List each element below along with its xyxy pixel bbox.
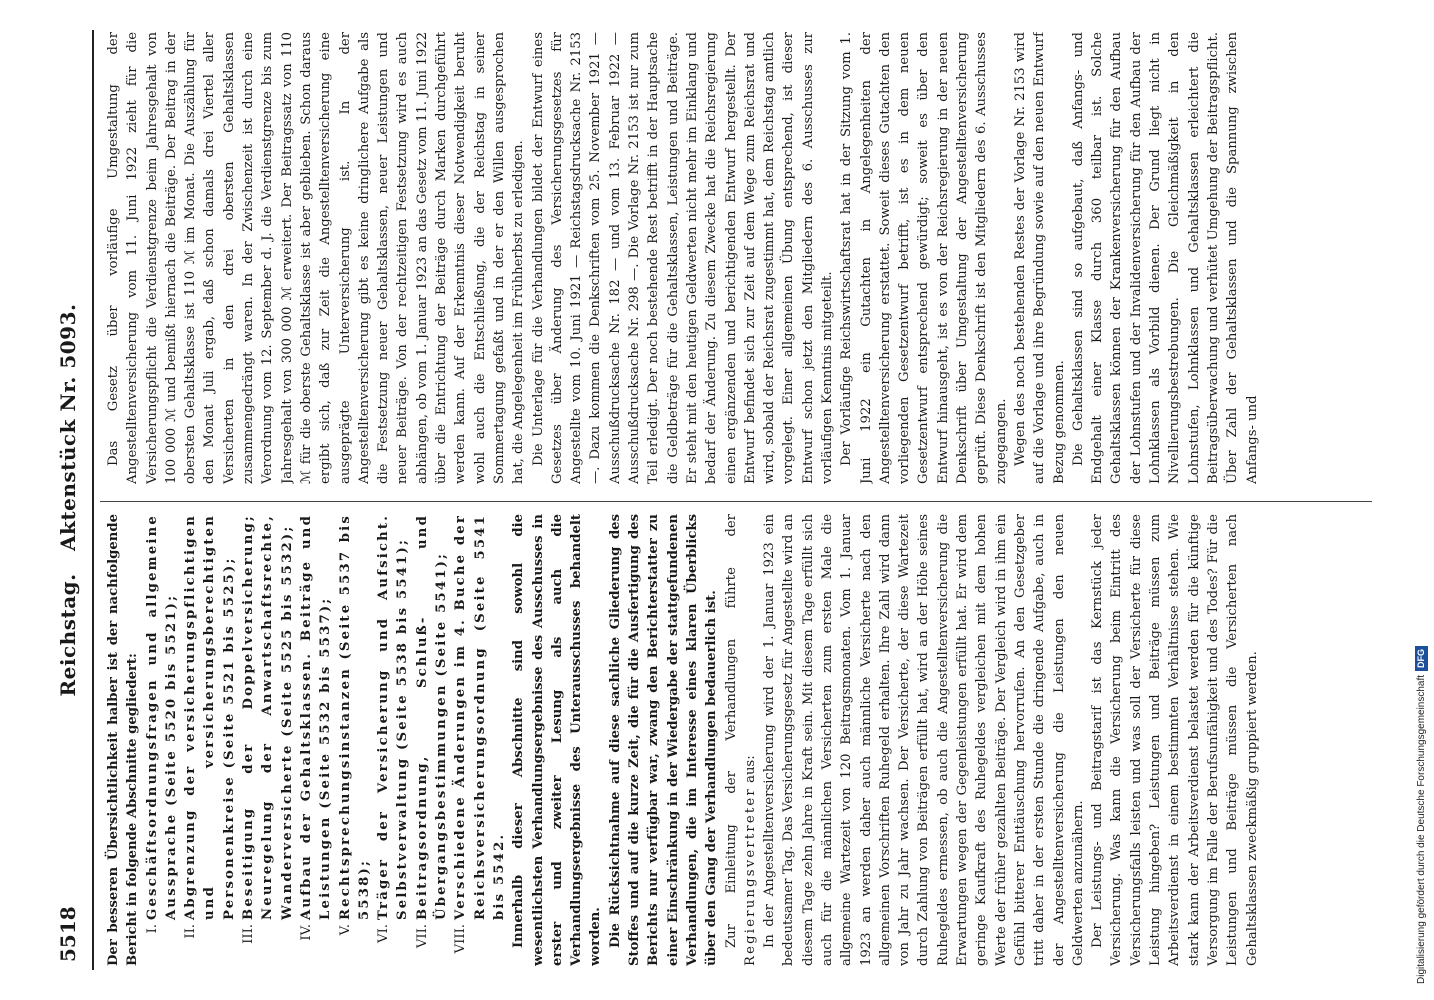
body-paragraph: Das Gesetz über vorläufige Umgestaltung der Angestelltenversicherung vom 11. Juni 1922 zieht für die Versicherungspflicht die Verdienstgrenze beim Jahresgehalt von 100 000 ℳ und bemißt hiernach die Beiträge. Der Beitrag in der obersten Gehaltsklasse ist 110 ℳ im Monat. Die Auszählung für den Monat Juli ergab, daß schon damals drei Viertel aller Versicherten in den drei obersten Gehaltsklassen zusammengedrängt waren. In der Zwischenzeit ist durch eine Verordnung vom 12. September d. J. die Verdienstgrenze bis zum Jahresgehalt von 300 000 ℳ erweitert. Der Beitragssatz von 110 ℳ für die oberste Gehaltsklasse ist aber geblieben. Schon daraus ergibt sich, daß zur Zeit die Angestelltenversicherung eine ausgeprägte Unterversicherung ist. In der Angestelltenversicherung gibt es keine dringlichere Aufgabe als die Festsetzung neuer Gehaltsklassen, neuer Leistungen und neuer Beiträge. Von der rechtzeitigen Festsetzung wird es auch abhängen, ob vom 1. Januar 1923 an das Gesetz vom 11. Juni 1922 über die Entrichtung der Beiträge durch Marken durchgeführt werden kann. Auf der Erkenntnis dieser Notwendigkeit beruht wohl auch die Entschließung, die der Reichstag in seiner Sommertagung gefaßt und in der er den Willen ausgesprochen hat, die Angelegenheit im Frühherbst zu erledigen. [106,32,527,484]
section-item [374,514,413,966]
section-number: VIII. [453,924,469,954]
section-number: II. [183,924,199,939]
section-text: Verschiedene Änderungen im 4. Buche der Reichsversicherungsordnung (Seite 5541 bis 5542. [453,514,507,920]
body-paragraph: Der Leistungs- und Beitragstarif ist das Kernstück jeder Versicherung. Was kann die Versicherung beim Eintritt des Versicherungsfalls leisten und was soll der Versicherte für diese Leistung hingeben? Leistungen und Beiträge müssen zum Arbeitsverdienst in einem bestimmten Verhältnisse stehen. Wie stark kann der Arbeitsverdienst belastet werden für die künftige Versorgung im Falle der Berufsunfähigkeit und des Todes? Für die Leistungen und Beiträge müssen die Versicherten nach Gehaltsklassen zweckmäßig gruppiert werden. [1090,514,1260,966]
section-item [451,514,509,966]
left-column [104,514,1372,966]
body-paragraph [722,514,761,966]
lead-text: Zur Einleitung der Verhandlungen führte der [723,514,739,948]
section-list [143,514,510,966]
body-paragraph: Die Gehaltsklassen sind so aufgebaut, daß Anfangs- und Endgehalt einer Klasse durch 360 teilbar ist. Solche Gehaltsklassen können der Krankenversicherung für den Aufbau der Lohnstufen und der Invalidenversicherung für den Aufbau der Lohnklassen als Vorbild dienen. Der Grund liegt nicht in Nivellierungsbestrebungen. Die Gleichmäßigkeit in den Lohnstufen, Lohnklassen und Gehaltsklassen erleichtert die Beitragsüberwachung und verhütet Umgehung der Beitragspflicht. Über Zahl der Gehaltsklassen und die Spannung zwischen Anfangs- und [1070,32,1260,484]
section-item [297,514,336,966]
section-number: V. [337,924,353,936]
spaced-term: Regierungsvertreter [742,787,758,966]
section-text: Geschäftsordnungsfragen und allgemeine Aussprache (Seite 5520 bis 5521); [144,514,179,920]
body-paragraph: Der Vorläufige Reichswirtschaftsrat hat in der Sitzung vom 1. Juni 1922 ein Gutachten in Angelegenheiten der Angestelltenversicherung erstattet. Soweit dieses Gutachten den vorliegenden Gesetzentwurf betrifft, ist es in dem neuen Gesetzentwurf entsprechend gewürdigt; soweit es über den Entwurf hinausgeht, ist es von der Reichsregierung in der neuen Denkschrift über Umgestaltung der Angestelltenversicherung geprüft. Diese Denkschrift ist den Mitgliedern des 6. Ausschusses zugegangen. [839,32,1009,484]
section-item [239,514,297,966]
digitization-text-wrapper [1412,0,1432,992]
body-paragraph: Die Rücksichtnahme auf diese sachliche Gliederung des Stoffes und auf die kurze Zeit, die für die Ausfertigung des Berichts nur verfügbar war, zwang den Berichterstatter zu einer Einschränkung in der Wiedergabe der stattgefundenen Verhandlungen, die im Interesse eines klaren Überblicks über den Gang der Verhandlungen bedauerlich ist. [607,514,720,966]
page-header [52,0,92,1000]
section-item [336,514,375,966]
section-text: Beitragsordnung, Schluß- und Übergangsbestimmungen (Seite 5541); [414,514,450,920]
digitization-text: Digitalisierung gefördert durch die Deutsche Forschungsgemeinschaft [1416,674,1427,984]
body-paragraph: Die Unterlage für die Verhandlungen bildet der Entwurf eines Gesetzes über Änderung des Versicherungsgesetzes für Angestellte vom 10. Juni 1921 — Reichstagsdrucksache Nr. 2153 —. Dazu kommen die Denkschriften vom 25. November 1921 — Ausschußdrucksache Nr. 182 — und vom 13. Februar 1922 — Ausschußdrucksache Nr. 298 —. Die Vorlage Nr. 2153 ist nur zum Teil erledigt. Der noch bestehende Rest betrifft in der Hauptsache die Geldbeträge für die Gehaltsklassen, Leistungen und Beiträge. Er steht mit den heutigen Geldwerten nicht mehr im Einklang und bedarf der Änderung. Zu diesem Zwecke hat die Reichsregierung einen ergänzenden und berichtigenden Entwurf hergestellt. Der Entwurf befindet sich zur Zeit auf dem Wege zum Reichsrat und wird, sobald der Reichsrat zugestimmt hat, dem Reichstag amtlich vorgelegt. Einer allgemeinen Übung entsprechend, ist dieser Entwurf schon jetzt den Mitgliedern des 6. Ausschusses zur vorläufigen Kenntnis mitgeteilt. [530,32,835,484]
body-paragraph: Innerhalb dieser Abschnitte sind sowohl die wesentlichsten Verhandlungsergebnisse des Ausschusses in erster und zweiter Lesung als auch die Verhandlungsergebnisse des Unterausschusses behandelt worden. [511,514,604,966]
running-title [56,0,80,1000]
intro-paragraph: Der besseren Übersichtlichkeit halber ist der nachfolgende Bericht in folgende Abschnitte gegliedert: [106,514,141,966]
section-number: I. [144,924,160,934]
section-number: IV. [298,924,314,941]
section-number: VI. [376,924,392,943]
document-number: Aktenstück Nr. 5093. [56,303,80,551]
right-column [104,32,1372,484]
publication-title: Reichstag. [56,573,80,697]
body-paragraph: In der Angestelltenversicherung wird der 1. Januar 1923 ein bedeutsamer Tag. Das Versicherungsgesetz für Angestellte wird an diesem Tage zehn Jahre in Kraft sein. Mit diesem Tage erfüllt sich auch für die männlichen Versicherten zum ersten Male die allgemeine Wartezeit von 120 Beitragsmonaten. Vom 1. Januar 1923 an werden daher auch männliche Versicherte nach den allgemeinen Vorschriften Ruhegeld erhalten. Ihre Zahl wird dann von Jahr zu Jahr wachsen. Der Versicherte, der diese Wartezeit durch Zahlung von Beiträgen erfüllt hat, wird an der Höhe seines Ruhegeldes ermessen, ob auch die Angestelltenversicherung die Erwartungen wegen der Gegenleistungen erfüllt hat. Er wird dem geringe Kaufkraft des Ruhegeldes vergleichen mit dem hohen Werte der früher gezahlten Beiträge. Der Vergleich wird in ihm ein Gefühl bitterer Enttäuschung hervorrufen. An den Gesetzgeber tritt daher in der ersten Stunde die dringende Aufgabe, auch in der Angestelltenversicherung die Leistungen den neuen Geldwerten anzunähern. [762,514,1086,966]
section-text: Beseitigung der Doppelversicherung; Neuregelung der Anwartschaftsrechte, Wanderversicherte (Seite 5525 bis 5532); [241,514,295,920]
section-number: VII. [414,924,430,949]
dfg-logo: DFG [1415,646,1428,671]
section-text: Rechtsprechungsinstanzen (Seite 5537 bis 5538); [337,514,372,920]
section-item [413,514,452,966]
header-rule [92,30,94,970]
body-paragraph: Wegen des noch bestehenden Restes der Vorlage Nr. 2153 wird auf die Vorlage und ihre Begründung sowie auf den neuen Entwurf Bezug genommen. [1012,32,1067,484]
section-item [143,514,182,966]
column-divider [100,501,1372,502]
section-item [181,514,239,966]
digitization-note [1412,8,1432,992]
page-number: 5518 [56,906,80,962]
section-text: Abgrenzung der versicherungspflichtigen und versicherungsberechtigten Personenkreise (Seite 5521 bis 5525); [183,514,237,920]
trailing-text: aus: [742,755,758,783]
section-text: Träger der Versicherung und Aufsicht. Selbstverwaltung (Seite 5538 bis 5541); [376,514,411,920]
section-number: III. [241,924,257,944]
section-text: Aufbau der Gehaltsklassen. Beiträge und Leistungen (Seite 5532 bis 5537); [298,514,334,920]
